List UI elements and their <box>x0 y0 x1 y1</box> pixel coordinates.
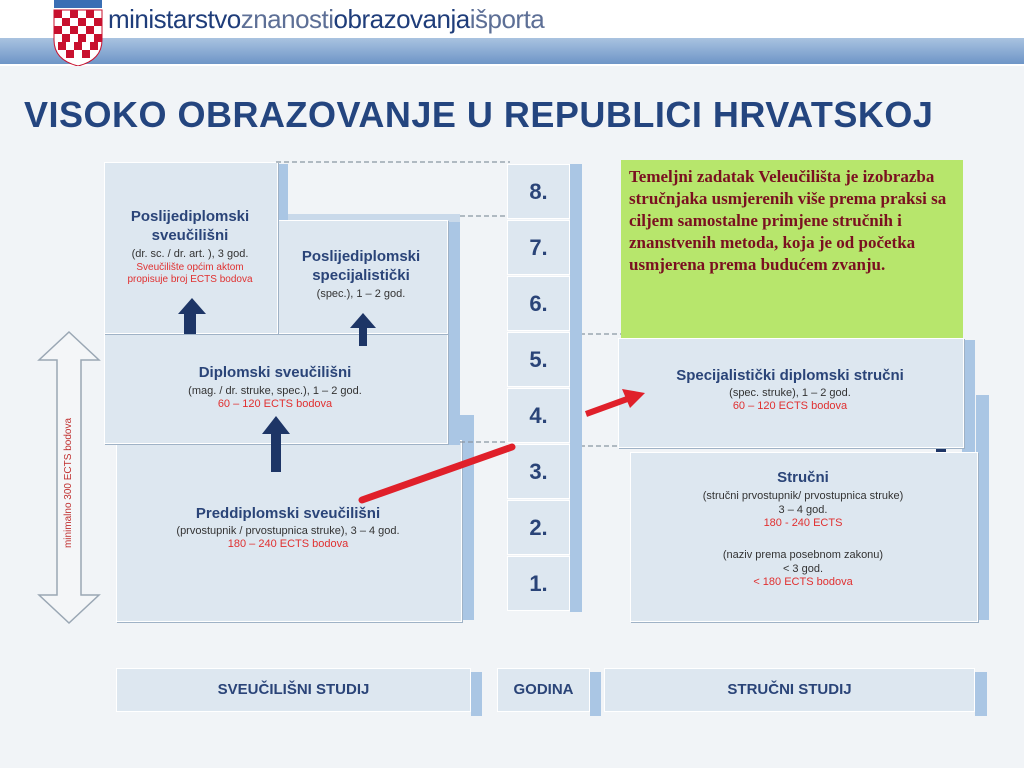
footer-years-label: GODINA <box>513 681 574 698</box>
footer-left-side <box>471 672 482 716</box>
ministry-part-5: športa <box>474 4 545 34</box>
year-label: 2. <box>529 515 548 540</box>
axis-label: minimalno 300 ECTS bodova <box>63 417 74 549</box>
ministry-part-1: ministarstvo <box>108 4 241 34</box>
ministry-part-2: znanosti <box>240 4 334 34</box>
axis-label-wrap <box>55 413 85 553</box>
postgrad-title-2: sveučilišni <box>151 227 229 244</box>
ministry-part-4: i <box>469 4 475 34</box>
graduate-detail: (mag. / dr. struke, spec.), 1 – 2 god. <box>188 385 362 397</box>
basic-alt: (naziv prema posebnom zakonu) <box>722 549 884 561</box>
basic-alt-ects: < 180 ECTS bodova <box>753 576 853 588</box>
basic-ects: 180 - 240 ECTS <box>763 517 843 529</box>
year-label: 4. <box>529 403 548 428</box>
specialist-title-2: specijalistički <box>312 267 410 284</box>
coat-of-arms-icon <box>50 0 106 66</box>
ministry-part-3: obrazovanja <box>333 4 470 34</box>
basic-detail: (stručni prvostupnik/ prvostupnica struke) <box>702 490 904 502</box>
year-label: 6. <box>529 291 548 316</box>
undergrad-side <box>460 415 474 620</box>
pro-specialist-detail: (spec. struke), 1 – 2 god. <box>729 387 851 399</box>
undergrad-detail: (prvostupnik / prvostupnica struke), 3 – 4 god. <box>176 525 400 537</box>
footer-professional-label: STRUČNI STUDIJ <box>727 681 852 698</box>
year-label: 8. <box>529 179 548 204</box>
graduate-side <box>446 330 460 445</box>
year-cell <box>507 220 570 275</box>
year-label: 5. <box>529 347 548 372</box>
year-cell <box>507 276 570 331</box>
ministry-name <box>108 4 544 35</box>
undergrad-title: Preddiplomski sveučilišni <box>195 505 381 522</box>
footer-mid-side <box>590 672 601 716</box>
postgrad-title-1: Poslijediplomski <box>130 208 250 225</box>
footer-years <box>497 668 590 712</box>
year-label: 3. <box>529 459 548 484</box>
header-band <box>0 38 1024 64</box>
footer-university-label: SVEUČILIŠNI STUDIJ <box>217 681 370 698</box>
undergrad-ects: 180 – 240 ECTS bodova <box>227 538 349 550</box>
pro-specialist-title: Specijalistički diplomski stručni <box>676 367 904 384</box>
footer-professional <box>604 668 975 712</box>
basic-years: 3 – 4 god. <box>778 504 828 516</box>
year-cell <box>507 332 570 387</box>
basic-title: Stručni <box>777 469 829 486</box>
specialist-detail: (spec.), 1 – 2 god. <box>316 288 406 300</box>
specialist-side <box>446 220 460 332</box>
footer-university <box>116 668 471 712</box>
years-side <box>570 164 582 612</box>
year-cell <box>507 500 570 555</box>
graduate-ects: 60 – 120 ECTS bodova <box>217 398 333 410</box>
page-title: VISOKO OBRAZOVANJE U REPUBLICI HRVATSKOJ <box>24 94 934 135</box>
year-label: 7. <box>529 235 548 260</box>
year-cell <box>507 556 570 611</box>
year-cell <box>507 444 570 499</box>
year-cell <box>507 164 570 219</box>
postgrad-note-2: propisuje broj ECTS bodova <box>127 274 253 285</box>
year-label: 1. <box>529 571 548 596</box>
year-cell <box>507 388 570 443</box>
postgrad-note-1: Sveučilište općim aktom <box>136 262 244 273</box>
veleuciliste-note: Temeljni zadatak Veleučilišta je izobrazba stručnjaka usmjerenih više prema praksi sa ciljem samostalne primjene stručnih i znanstvenih metoda, koja je od početka usmjerena prema budućem zvanju. <box>621 160 963 338</box>
specialist-title-1: Poslijediplomski <box>301 248 421 265</box>
graduate-title: Diplomski sveučilišni <box>198 364 352 381</box>
pro-specialist-ects: 60 – 120 ECTS bodova <box>732 400 848 412</box>
basic-alt-years: < 3 god. <box>782 563 824 575</box>
footer-right-side <box>975 672 987 716</box>
postgrad-detail: (dr. sc. / dr. art. ), 3 god. <box>131 248 249 260</box>
